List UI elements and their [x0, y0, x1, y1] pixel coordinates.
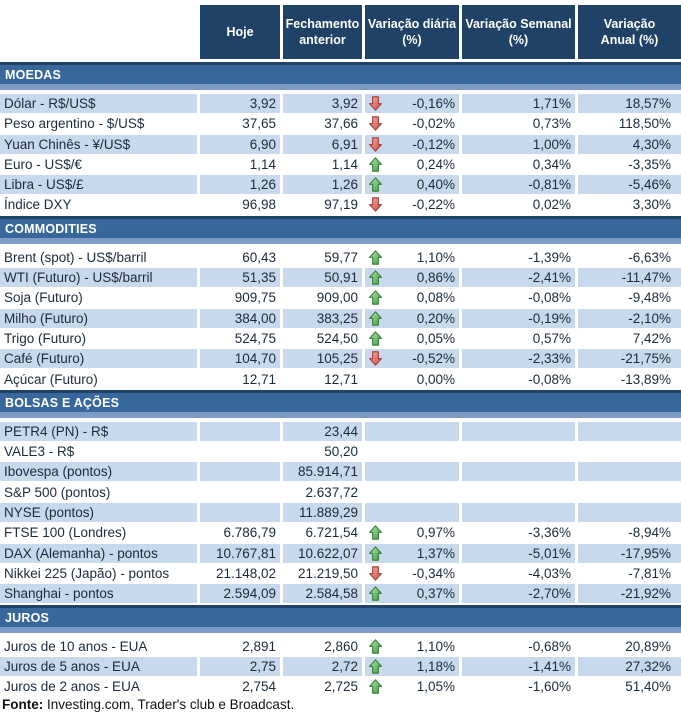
section-header-commodities: COMMODITIES	[0, 216, 681, 244]
down-arrow-icon	[369, 351, 383, 366]
table-row	[0, 135, 681, 154]
cell-hoje: 6.786,79	[200, 523, 283, 542]
column-header-label: (%)	[508, 33, 529, 47]
down-arrow-icon	[369, 116, 383, 131]
column-header-label: (%)	[402, 33, 422, 47]
cell-label: Libra - US$/£	[0, 175, 200, 194]
variacao-diaria-value: 1,37%	[416, 545, 455, 561]
column-header-label: Fechamento	[285, 16, 360, 31]
cell-fechamento-anterior: 1,26	[283, 175, 365, 194]
cell-hoje: 60,43	[200, 248, 283, 267]
arrow-placeholder	[369, 464, 383, 479]
up-arrow-icon	[369, 290, 383, 305]
cell-variacao-diaria	[365, 288, 462, 307]
table-header-row	[0, 5, 681, 59]
cell-fechamento-anterior: 524,50	[283, 329, 365, 348]
cell-hoje: 96,98	[200, 195, 283, 214]
cell-hoje	[200, 422, 283, 441]
variacao-diaria-value: 0,20%	[416, 310, 455, 326]
cell-variacao-diaria	[365, 114, 462, 133]
cell-variacao-anual: -17,95%	[578, 544, 681, 563]
cell-fechamento-anterior: 2,725	[283, 677, 365, 696]
column-header-variacao-anual	[578, 5, 681, 59]
variacao-diaria-value: -0,34%	[412, 565, 455, 581]
variacao-diaria-value: 0,05%	[416, 330, 455, 346]
variacao-diaria-value: 0,00%	[416, 371, 455, 387]
cell-hoje: 37,65	[200, 114, 283, 133]
table-row	[0, 114, 681, 133]
cell-variacao-anual: -9,48%	[628, 290, 671, 306]
up-arrow-icon	[369, 177, 383, 192]
cell-variacao-semanal: 1,00%	[462, 135, 578, 154]
cell-variacao-diaria	[365, 422, 462, 441]
cell-variacao-semanal: 0,34%	[462, 155, 578, 174]
cell-variacao-anual	[578, 442, 681, 461]
cell-fechamento-anterior: 2,860	[283, 637, 365, 656]
cell-variacao-anual: -8,94%	[628, 525, 671, 541]
cell-variacao-diaria	[365, 175, 462, 194]
column-header-label: Hoje	[226, 24, 254, 39]
cell-variacao-diaria	[365, 677, 462, 696]
cell-hoje: 2.594,09	[200, 584, 283, 603]
down-arrow-icon	[369, 566, 383, 581]
cell-fechamento-anterior: 10.622,07	[283, 544, 365, 563]
cell-variacao-anual: 7,42%	[632, 330, 671, 346]
table-row	[0, 544, 681, 563]
cell-fechamento-anterior: 1,14	[283, 155, 365, 174]
cell-variacao-anual: -3,35%	[628, 156, 671, 172]
cell-variacao-anual: -5,46%	[578, 175, 681, 194]
cell-label: WTI (Futuro) - US$/barril	[0, 268, 200, 287]
cell-fechamento-anterior: 909,00	[283, 288, 365, 307]
table-row	[0, 268, 681, 287]
cell-variacao-diaria	[365, 544, 462, 563]
up-arrow-icon	[369, 586, 383, 601]
cell-label: Nikkei 225 (Japão) - pontos	[0, 564, 200, 583]
cell-variacao-semanal: 0,73%	[462, 114, 578, 133]
table-row	[0, 677, 681, 696]
table-row	[0, 195, 681, 214]
variacao-diaria-value: 1,10%	[416, 249, 455, 265]
cell-hoje	[200, 462, 283, 481]
cell-variacao-anual: 3,30%	[632, 197, 671, 213]
cell-label: Açúcar (Futuro)	[0, 370, 200, 389]
cell-variacao-semanal: -2,70%	[462, 584, 578, 603]
table-row	[0, 483, 681, 502]
cell-label: NYSE (pontos)	[0, 503, 200, 522]
cell-variacao-diaria	[365, 135, 462, 154]
cell-variacao-semanal: -0,19%	[462, 309, 578, 328]
variacao-diaria-value: 0,08%	[416, 290, 455, 306]
variacao-diaria-value: 0,24%	[416, 156, 455, 172]
cell-label: Índice DXY	[0, 195, 200, 214]
cell-label: Peso argentino - $/US$	[0, 114, 200, 133]
source-text: Investing.com, Trader's club e Broadcast.	[43, 697, 295, 713]
cell-fechamento-anterior: 97,19	[283, 195, 365, 214]
cell-hoje: 12,71	[200, 370, 283, 389]
variacao-diaria-value: 1,18%	[416, 658, 455, 674]
cell-variacao-diaria	[365, 195, 462, 214]
cell-variacao-semanal: -2,41%	[462, 268, 578, 287]
up-arrow-icon	[369, 311, 383, 326]
cell-variacao-semanal: -5,01%	[462, 544, 578, 563]
cell-variacao-diaria	[365, 155, 462, 174]
cell-variacao-anual: 118,50%	[618, 116, 671, 132]
up-arrow-icon	[369, 270, 383, 285]
table-row	[0, 442, 681, 461]
cell-label: Milho (Futuro)	[0, 309, 200, 328]
cell-label: Café (Futuro)	[0, 349, 200, 368]
cell-variacao-semanal: -0,68%	[462, 637, 578, 656]
cell-fechamento-anterior: 2.584,58	[283, 584, 365, 603]
variacao-diaria-value: 0,40%	[416, 177, 455, 193]
cell-hoje: 384,00	[200, 309, 283, 328]
cell-variacao-anual: -7,81%	[628, 565, 671, 581]
table-row	[0, 422, 681, 441]
table-row	[0, 523, 681, 542]
cell-label: Ibovespa (pontos)	[0, 462, 200, 481]
cell-label: VALE3 - R$	[0, 442, 200, 461]
cell-variacao-semanal: -0,08%	[462, 370, 578, 389]
cell-variacao-anual: -6,63%	[628, 249, 671, 265]
cell-variacao-anual: 18,57%	[578, 94, 681, 113]
cell-variacao-anual: -21,92%	[578, 584, 681, 603]
up-arrow-icon	[369, 157, 383, 172]
cell-variacao-semanal	[462, 422, 578, 441]
cell-label: PETR4 (PN) - R$	[0, 422, 200, 441]
cell-variacao-diaria	[365, 564, 462, 583]
cell-hoje: 524,75	[200, 329, 283, 348]
cell-variacao-semanal	[462, 462, 578, 481]
cell-hoje: 2,754	[200, 677, 283, 696]
cell-variacao-semanal: -4,03%	[462, 564, 578, 583]
cell-variacao-diaria	[365, 349, 462, 368]
cell-variacao-anual	[578, 422, 681, 441]
table-row	[0, 309, 681, 328]
cell-fechamento-anterior: 50,91	[283, 268, 365, 287]
down-arrow-icon	[369, 96, 383, 111]
arrow-placeholder	[369, 444, 383, 459]
cell-label: FTSE 100 (Londres)	[0, 523, 200, 542]
source-note	[0, 697, 681, 712]
cell-hoje: 909,75	[200, 288, 283, 307]
cell-variacao-semanal	[462, 483, 578, 502]
cell-variacao-diaria	[365, 309, 462, 328]
cell-variacao-anual: 4,30%	[578, 135, 681, 154]
up-arrow-icon	[369, 525, 383, 540]
cell-variacao-diaria	[365, 370, 462, 389]
cell-variacao-anual	[578, 462, 681, 481]
cell-label: Trigo (Futuro)	[0, 329, 200, 348]
cell-variacao-diaria	[365, 584, 462, 603]
cell-hoje: 104,70	[200, 349, 283, 368]
cell-fechamento-anterior: 37,66	[283, 114, 365, 133]
cell-variacao-semanal: -1,39%	[462, 248, 578, 267]
cell-variacao-semanal: -1,41%	[462, 657, 578, 676]
table-row	[0, 248, 681, 267]
cell-variacao-diaria	[365, 329, 462, 348]
column-header-variacao-semanal	[462, 5, 578, 59]
cell-hoje: 10.767,81	[200, 544, 283, 563]
arrow-placeholder	[369, 485, 383, 500]
table-row	[0, 288, 681, 307]
cell-variacao-anual: -11,47%	[578, 268, 681, 287]
cell-variacao-semanal	[462, 503, 578, 522]
cell-fechamento-anterior: 50,20	[283, 442, 365, 461]
column-header-empty	[0, 5, 200, 59]
cell-variacao-anual: -21,75%	[578, 349, 681, 368]
section-header-juros: JUROS	[0, 605, 681, 633]
up-arrow-icon	[369, 679, 383, 694]
cell-variacao-anual: 51,40%	[625, 679, 671, 695]
cell-hoje: 2,75	[200, 657, 283, 676]
cell-variacao-anual	[578, 483, 681, 502]
variacao-diaria-value: -0,16%	[412, 96, 455, 111]
variacao-diaria-value: 1,10%	[416, 638, 455, 654]
table-row	[0, 462, 681, 481]
cell-variacao-anual: 20,89%	[625, 638, 671, 654]
cell-hoje	[200, 483, 283, 502]
cell-variacao-diaria	[365, 483, 462, 502]
table-row	[0, 637, 681, 656]
cell-label: Dólar - R$/US$	[0, 94, 200, 113]
up-arrow-icon	[369, 250, 383, 265]
cell-label: DAX (Alemanha) - pontos	[0, 544, 200, 563]
cell-variacao-semanal: -0,81%	[462, 175, 578, 194]
cell-fechamento-anterior: 383,25	[283, 309, 365, 328]
variacao-diaria-value: 0,97%	[416, 525, 455, 541]
cell-fechamento-anterior: 85.914,71	[283, 462, 365, 481]
financial-summary-table	[0, 5, 681, 719]
column-header-variacao-diaria	[365, 5, 462, 59]
cell-label: Euro - US$/€	[0, 155, 200, 174]
cell-hoje	[200, 442, 283, 461]
up-arrow-icon	[369, 639, 383, 654]
up-arrow-icon	[369, 659, 383, 674]
cell-variacao-anual: -13,89%	[620, 371, 671, 387]
arrow-placeholder	[369, 505, 383, 520]
column-header-label: Variação	[603, 16, 656, 31]
cell-variacao-semanal: 1,71%	[462, 94, 578, 113]
cell-variacao-diaria	[365, 503, 462, 522]
cell-label: Yuan Chinês - ¥/US$	[0, 135, 200, 154]
arrow-placeholder	[369, 372, 383, 387]
cell-hoje: 3,92	[200, 94, 283, 113]
cell-variacao-diaria	[365, 268, 462, 287]
cell-variacao-diaria	[365, 523, 462, 542]
down-arrow-icon	[369, 197, 383, 212]
column-header-label: Anual (%)	[600, 33, 659, 47]
table-row	[0, 657, 681, 676]
up-arrow-icon	[369, 546, 383, 561]
variacao-diaria-value: 0,37%	[416, 586, 455, 602]
cell-label: S&P 500 (pontos)	[0, 483, 200, 502]
table-row	[0, 370, 681, 389]
table-row	[0, 94, 681, 113]
cell-variacao-semanal: 0,57%	[462, 329, 578, 348]
cell-hoje: 51,35	[200, 268, 283, 287]
cell-fechamento-anterior: 2.637,72	[283, 483, 365, 502]
cell-fechamento-anterior: 59,77	[283, 248, 365, 267]
cell-variacao-diaria	[365, 657, 462, 676]
cell-variacao-semanal	[462, 442, 578, 461]
cell-variacao-anual: -2,10%	[578, 309, 681, 328]
section-header-moedas: MOEDAS	[0, 62, 681, 90]
cell-variacao-semanal: 0,02%	[462, 195, 578, 214]
cell-variacao-diaria	[365, 637, 462, 656]
cell-variacao-diaria	[365, 248, 462, 267]
cell-hoje: 1,14	[200, 155, 283, 174]
cell-fechamento-anterior: 105,25	[283, 349, 365, 368]
cell-label: Juros de 5 anos - EUA	[0, 657, 200, 676]
table-row	[0, 155, 681, 174]
cell-variacao-anual	[578, 503, 681, 522]
variacao-diaria-value: -0,12%	[412, 136, 455, 152]
table-row	[0, 329, 681, 348]
column-header-label: Variação Semanal	[465, 16, 572, 31]
variacao-diaria-value: 1,05%	[416, 679, 455, 695]
table-row	[0, 175, 681, 194]
source-label: Fonte:	[2, 697, 44, 713]
cell-variacao-diaria	[365, 94, 462, 113]
cell-variacao-anual: 27,32%	[578, 657, 681, 676]
cell-fechamento-anterior: 6.721,54	[283, 523, 365, 542]
cell-fechamento-anterior: 12,71	[283, 370, 365, 389]
cell-label: Shanghai - pontos	[0, 584, 200, 603]
column-header-fechamento-anterior	[283, 5, 365, 59]
cell-variacao-semanal: -0,08%	[462, 288, 578, 307]
variacao-diaria-value: 0,86%	[416, 270, 455, 286]
cell-variacao-semanal: -2,33%	[462, 349, 578, 368]
cell-fechamento-anterior: 23,44	[283, 422, 365, 441]
down-arrow-icon	[369, 137, 383, 152]
cell-label: Soja (Futuro)	[0, 288, 200, 307]
cell-fechamento-anterior: 6,91	[283, 135, 365, 154]
cell-fechamento-anterior: 11.889,29	[283, 503, 365, 522]
cell-hoje: 1,26	[200, 175, 283, 194]
column-header-hoje	[200, 5, 283, 59]
table-row	[0, 503, 681, 522]
cell-label: Juros de 10 anos - EUA	[0, 637, 200, 656]
cell-fechamento-anterior: 21.219,50	[283, 564, 365, 583]
table-row	[0, 349, 681, 368]
section-header-bolsas-e-acoes: BOLSAS E AÇÕES	[0, 390, 681, 418]
cell-hoje	[200, 503, 283, 522]
variacao-diaria-value: -0,52%	[412, 351, 455, 367]
cell-hoje: 21.148,02	[200, 564, 283, 583]
cell-label: Juros de 2 anos - EUA	[0, 677, 200, 696]
variacao-diaria-value: -0,02%	[412, 116, 455, 132]
cell-variacao-diaria	[365, 442, 462, 461]
column-header-label: anterior	[299, 33, 346, 47]
arrow-placeholder	[369, 424, 383, 439]
cell-variacao-semanal: -3,36%	[462, 523, 578, 542]
cell-fechamento-anterior: 3,92	[283, 94, 365, 113]
table-row	[0, 564, 681, 583]
cell-hoje: 2,891	[200, 637, 283, 656]
variacao-diaria-value: -0,22%	[412, 197, 455, 213]
cell-hoje: 6,90	[200, 135, 283, 154]
cell-label: Brent (spot) - US$/barril	[0, 248, 200, 267]
cell-variacao-semanal: -1,60%	[462, 677, 578, 696]
up-arrow-icon	[369, 331, 383, 346]
table-body	[0, 62, 681, 696]
cell-variacao-diaria	[365, 462, 462, 481]
cell-fechamento-anterior: 2,72	[283, 657, 365, 676]
column-header-label: Variação diária	[367, 16, 457, 31]
table-row	[0, 584, 681, 603]
